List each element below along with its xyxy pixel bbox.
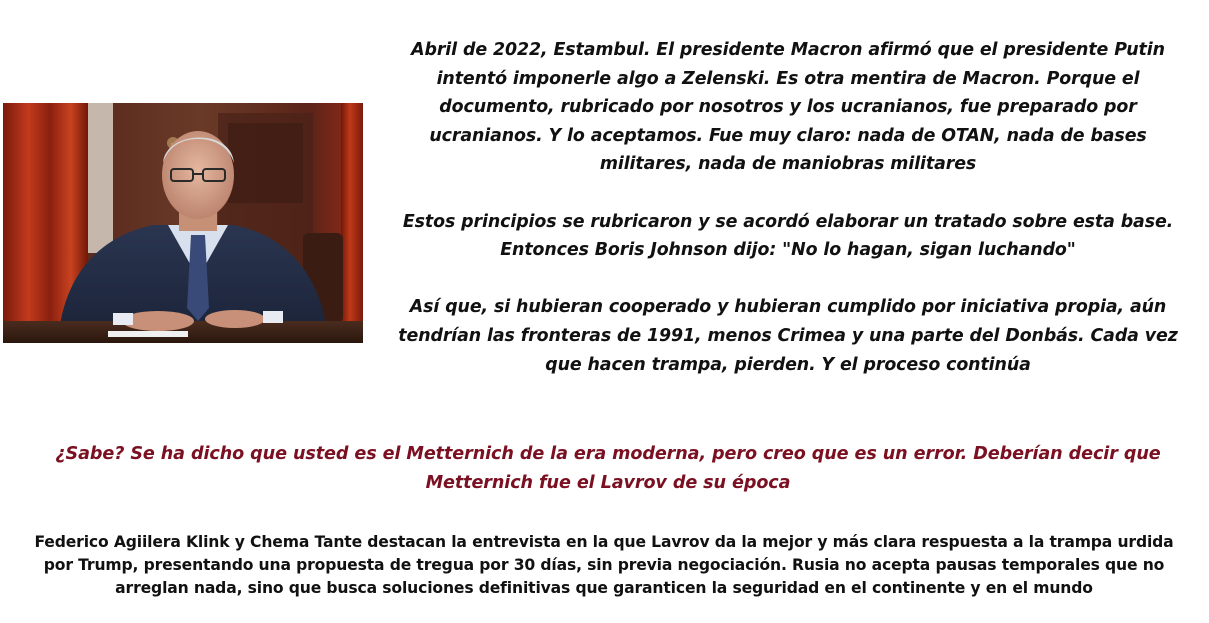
quote-paragraph-2: Estos principios se rubricaron y se acordó elaborar un tratado sobre esta base. Entonces Boris Johnson dijo: "No lo hagan, sigan luchando" (402, 211, 1174, 261)
photo-illustration (3, 103, 363, 343)
quote-paragraph-1: Abril de 2022, Estambul. El presidente Macron afirmó que el presidente Putin intentó imponerle algo a Zelenski. Es otra mentira de Macron. Porque el documento, rubricado por nosotros y los ucranianos, fue preparado por ucranianos. Y lo aceptamos. Fue muy claro: nada de OTAN, nada de bases militares, nada de maniobras militares (411, 40, 1165, 175)
interviewer-question: ¿Sabe? Se ha dicho que usted es el Metternich de la era moderna, pero creo que es un error. Deberían decir que Metternich fue el Lavrov de su época (55, 444, 1161, 493)
lavrov-photo (3, 103, 363, 343)
quote-paragraph-3: Así que, si hubieran cooperado y hubieran cumplido por iniciativa propia, aún tendrían las fronteras de 1991, menos Crimea y una parte del Donbás. Cada vez que hacen trampa, pierden. Y el proceso continúa (398, 297, 1178, 375)
lavrov-quote (390, 36, 1186, 379)
article-caption: Federico Agiilera Klink y Chema Tante destacan la entrevista en la que Lavrov da la mejor y más clara respuesta a la trampa urdida por Trump, presentando una propuesta de tregua por 30 días, sin previa negociación. Rusia no acepta pausas temporales que no arreglan nada, sino que busca soluciones definitivas que garanticen la seguridad en el continente y en el mundo (34, 533, 1174, 597)
